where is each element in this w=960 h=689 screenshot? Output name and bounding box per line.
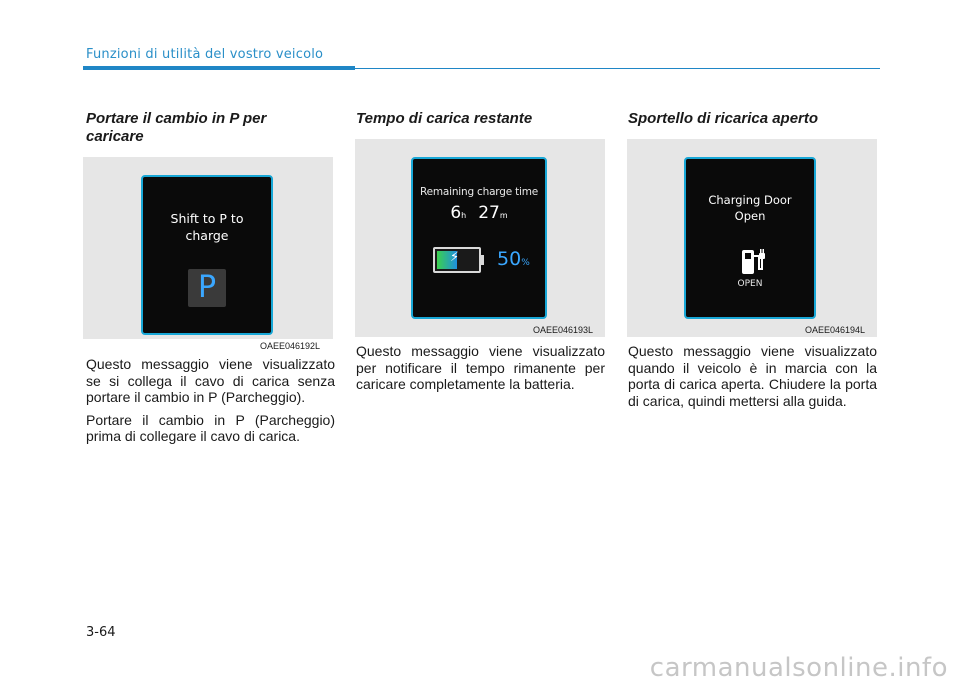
shift-message: Shift to P to charge (170, 211, 244, 243)
charge-time-value (413, 203, 545, 223)
column-3-heading: Sportello di ricarica aperto (628, 110, 819, 127)
column-3-figure (627, 139, 877, 337)
column-1-figure (83, 157, 333, 339)
column-2-figure (355, 139, 605, 337)
watermark: carmanualsonline.info (649, 653, 948, 683)
hours-unit: h (461, 211, 467, 220)
battery-percent-value: 50 (497, 248, 522, 270)
gear-p-indicator (188, 269, 226, 307)
section-title: Funzioni di utilità del vostro veicolo (86, 47, 324, 62)
column-1-paragraph-1: Questo messaggio viene visualizzato se si collega il cavo di carica senza portare il cambio in P (Parcheggio). (86, 356, 335, 405)
column-2-body (356, 343, 605, 399)
minutes-value: 27 (478, 203, 500, 223)
charge-time-title: Remaining charge time (419, 186, 539, 198)
shift-to-p-screen (141, 175, 273, 335)
page-number: 3-64 (86, 625, 116, 640)
charging-door-message (686, 192, 814, 224)
header-rule-thick (83, 66, 355, 70)
charge-time-screen (411, 157, 547, 319)
column-3-body (628, 343, 877, 415)
battery-terminal (481, 255, 484, 265)
image-code-3: OAEE046194L (805, 325, 866, 335)
fuel-pump-plug-icon (738, 247, 768, 277)
battery-plug-icon: ⚡ (450, 250, 460, 265)
column-3-paragraph-1: Questo messaggio viene visualizzato quando il veicolo è in marcia con la porta di carica aperta. Chiudere la porta di carica, quindi mettersi alla guida. (628, 343, 877, 409)
door-status-label: OPEN (737, 279, 763, 289)
battery-percent (497, 248, 530, 270)
battery-percent-unit: % (521, 258, 530, 268)
header-rule-thin (355, 68, 880, 69)
charging-door-line-2: Open (734, 209, 766, 223)
column-2-paragraph-1: Questo messaggio viene visualizzato per notificare il tempo rimanente per caricare completamente la batteria. (356, 343, 605, 392)
image-code-2: OAEE046193L (533, 325, 594, 335)
minutes-unit: m (499, 211, 508, 220)
charging-door-screen (684, 157, 816, 319)
charging-door-line-1: Charging Door (708, 193, 792, 207)
hours-value: 6 (450, 203, 462, 223)
image-code-1: OAEE046192L (260, 341, 321, 351)
column-2-heading: Tempo di carica restante (356, 110, 533, 127)
gear-p-letter: P (197, 270, 217, 305)
battery-icon (433, 247, 481, 273)
column-1-heading: Portare il cambio in P per caricare (86, 110, 267, 145)
column-1-body (86, 356, 335, 451)
column-1-paragraph-2: Portare il cambio in P (Parcheggio) prima di collegare il cavo di carica. (86, 411, 335, 444)
